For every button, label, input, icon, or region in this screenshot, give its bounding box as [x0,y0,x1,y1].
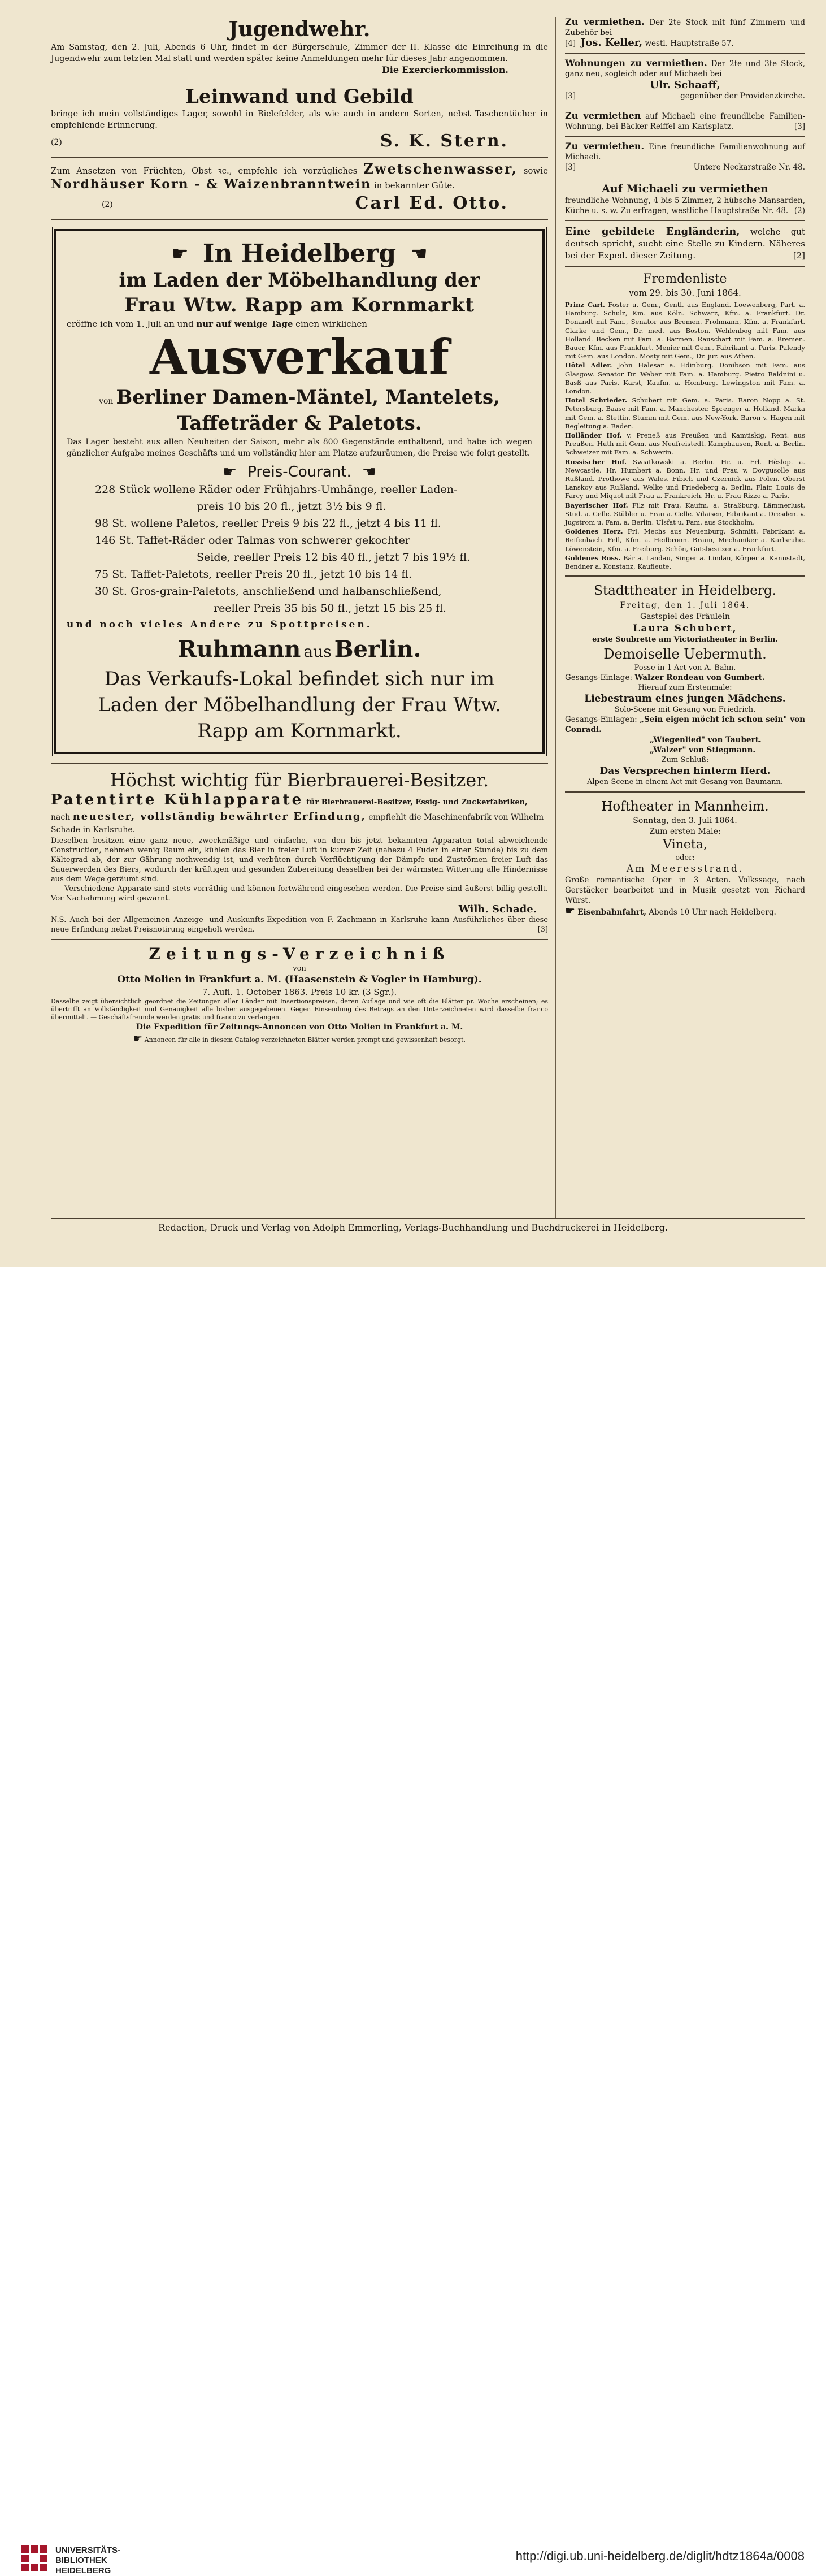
stadt-schluss: Zum Schluß: [661,756,709,765]
viewer-bar [0,1267,826,2575]
library-name-line: UNIVERSITÄTS- [55,2545,121,2555]
stadt-name: Laura Schubert, [633,623,737,635]
rental-3-text: auf Michaeli eine freundliche Familien-Wohnung, bei Bäcker Reiffel am Karlsplatz. [565,112,805,131]
divider [565,136,805,137]
rental-ad-4 [565,141,805,172]
lokal-line1: Das Verkaufs-Lokal befindet sich nur im [104,668,495,690]
jugendwehr-text: Am Samstag, den 2. Juli, Abends 6 Uhr, findet in der Bürgerschule, Zimmer der II. Klasse die Einreihung in die Jugendwehr zum letzten Mal statt und werden später keine Anmeldungen mehr für dieses Jahr angenommen. [51,43,548,63]
ausverkauf-head2: im Laden der Möbelhandlung der [119,269,480,292]
hotel-name: Hotel Schrieder. [565,396,627,405]
price-line: 75 St. Taffet-Paletots, reeller Preis 20 fl., jetzt 10 bis 14 fl. [95,568,412,581]
hof-bahn-a: Eisenbahnfahrt, [577,908,646,917]
hoftheater-ad [565,798,805,917]
stadt-title: Stadttheater in Heidelberg. [594,583,776,599]
bier-ns: N.S. Auch bei der Allgemeinen Anzeige- und Auskunfts-Expedition von F. Zachmann in Karlsruhe kann Ausführliches über diese neue Erfindung nebst Preisnotirung eingeholt werden. [51,916,548,934]
ruhmann-aus: aus [303,642,332,661]
rental-2-num: [3] [565,92,576,101]
stadt-song2: „Wiegenlied" von Taubert. [650,735,762,745]
fremden-entry [565,431,805,457]
hof-play: Vineta, [663,838,707,852]
rental-1-title: Zu vermiethen. [565,16,645,27]
stadt-gast: Gastspiel des Fräulein [640,612,731,622]
hof-desc: Große romantische Oper in 3 Acten. Volkssage, nach Gerstäcker bearbeitet und in Musik gesetzt von Richard Würst. [565,876,805,906]
bier-empf: empfiehlt die Maschinenfabrik von Wilhelm Schade in Karlsruhe. [51,813,544,834]
hotel-name: Goldenes Ross. [565,553,621,562]
stadt-solo: Solo-Scene mit Gesang von Friedrich. [614,705,756,715]
bier-sign: Wilh. Schade. [458,903,537,915]
price-list [67,481,532,617]
jugendwehr-title: Jugendwehr. [228,18,371,41]
hotel-guests: Bär a. Landau, Singer a. Lindau, Körper a. Kannstadt, Bendner a. Konstanz, Kaufleute. [565,553,805,571]
rental-2-name: Ulr. Schaaff, [650,79,720,91]
rental-2-text: Der 2te und 3te Stock, ganz neu, sogleich oder auf Michaeli bei [565,59,805,79]
library-name-line: HEIDELBERG [55,2566,111,2575]
divider [51,763,548,764]
ausverkauf-ad [54,229,545,754]
stadt-einl-b: Walzer Rondeau von Gumbert. [634,673,765,683]
fremden-entry [565,527,805,553]
otto-text-e: in bekannter Güte. [373,180,455,191]
otto-num: (2) [102,200,113,209]
stadt-alpen: Alpen-Scene in einem Act mit Gesang von Baumann. [587,778,783,787]
rental-ad-2 [565,58,805,101]
engl-ad [565,226,805,262]
lokal-line3: Rapp am Kornmarkt. [197,720,402,742]
library-name [55,2545,120,2576]
hof-date: Sonntag, den 3. Juli 1864. [633,816,737,826]
rental-4-text: Eine freundliche Familienwohnung auf Michaeli. [565,142,805,162]
zeitungs-von: von [293,964,306,973]
pointing-hand-right-icon: ☛ [223,462,237,481]
hotel-name: Russischer Hof. [565,457,627,466]
pointing-hand-right-icon: ☛ [565,904,575,918]
stadt-song3: „Walzer" von Stiegmann. [650,746,756,755]
hof-erst: Zum ersten Male: [649,827,721,837]
fremden-entry [565,458,805,501]
bier-text1: Dieselben besitzen eine ganz neue, zweckmäßige und einfache, von den bis jetzt bekannten Apparaten total abweichende Construction, nehmen wenig Raum ein, kühlen das Bier in freier Luft in kurzer Zeit (nahezu 4 Fuder in einer Stunde) bis zu dem Kältegrad ab, der zur Gährung nothwendig ist, und verbüten durch Verflüchtigung der Dämpfe und Zuströmen freier Luft das Sauerwerden des Biers, wodurch der kräftigen und gesunden Zubereitung desselben bei der wärmsten Witterung alle Hindernisse aus dem Wege geräumt sind. [51,837,548,884]
divider [565,220,805,221]
fremdenliste [565,271,805,571]
fremden-entry [565,301,805,361]
hotel-name: Bayerischer Hof. [565,501,628,509]
ausverkauf-items1: Berliner Damen-Mäntel, Mantelets, [116,386,500,409]
zeitungs-exp: Die Expedition für Zeitungs-Annoncen von Otto Molien in Frankfurt a. M. [136,1023,463,1032]
otto-product-2: Nordhäuser Korn - & Waizenbranntwein [51,177,372,192]
engl-num: [2] [793,250,805,261]
price-line: Seide, reeller Preis 12 bis 40 fl., jetzt 7 bis 19½ fl. [197,551,471,564]
leinwand-text: bringe ich mein vollständiges Lager, sowohl in Bielefelder, als wie auch in andern Sorten, nebst Taschentücher in empfehlende Erinnerung. [51,110,548,130]
pointing-hand-right-icon: ☛ [133,1033,143,1045]
rental-3-num: [3] [794,122,805,131]
otto-text-a: Zum Ansetzen von Früchten, Obst ꝛc., empfehle ich vorzügliches [51,166,358,176]
rental-4-addr: Untere Neckarstraße Nr. 48. [693,163,805,172]
divider [565,791,805,793]
pointing-hand-left-icon: ☚ [410,242,428,265]
hotel-guests: v. Preneß aus Preußen und Kamtiskig, Rent. aus Preußen. Huth mit Gem. aus Neufreistedt. Kamphausen, Rent. a. Berlin. Schweizer mit Fam. a. Schwerin. [565,431,805,457]
newspaper-page [0,0,826,1267]
ausverkauf-von: von [99,397,114,406]
stadt-song1: „Sein eigen möcht ich schon sein" von Conradi. [565,715,805,735]
zeitungs-annoncen: Annoncen für alle in diesem Catalog verzeichneten Blätter werden prompt und gewissenhaft besorgt. [144,1036,466,1044]
stadt-hierauf: Hierauf zum Erstenmale: [638,683,732,692]
ausverkauf-intro-a: eröffne ich vom 1. Juli an und [67,319,194,329]
stadt-date: Freitag, den 1. Juli 1864. [620,601,750,611]
otto-sign: Carl Ed. Otto. [355,193,508,213]
price-line: 228 Stück wollene Räder oder Frühjahrs-Umhänge, reeller Laden- [95,483,458,496]
hotel-guests: Schubert mit Gem. a. Paris. Baron Nopp a. St. Petersburg. Baase mit Fam. a. Manchester. Sprenger a. Holland. Marka mit Gem. a. Stettin. Stumm mit Gem. aus New-York. Baron v. Hagen mit Begleitung a. Baden. [565,396,805,430]
rental-1-text: Der 2te Stock mit fünf Zimmern und Zubehör bei [565,18,805,37]
price-line: reeller Preis 35 bis 50 fl., jetzt 15 bis 25 fl. [214,602,446,614]
divider [51,219,548,220]
engl-text: welche gut deutsch spricht, sucht eine Stelle zu Kindern. Näheres bei der Exped. dieser Zeitung. [565,227,805,261]
leinwand-sign: S. K. Stern. [380,131,508,151]
engl-title: Eine gebildete Engländerin, [565,226,740,237]
zeitungs-text: Dasselbe zeigt übersichtlich geordnet die Zeitungen aller Länder mit Insertionspreisen, deren Auflage und wie oft die Blätter pr. Woche erscheinen; es übertrifft an Vollständigkeit und Genauigkeit alle bisher ausgegebenen. Gegen Einsendung des Betrags an den Unterzeichneten wird dasselbe franco übermittelt. — Geschäftsfreunde werden gratis und franco zu verlangen. [51,998,548,1021]
hotel-guests: Foster u. Gem., Gentl. aus England. Loewenberg, Part. a. Hamburg. Schulz, Km. aus Köln. Schwarz, Kfm. a. Frankfurt. Dr. Donandt mit Fam., Senator aus Bremen. Frohmann, Kfm. a. Frankfurt. Clarke und Gem., Dr. med. aus Boston. Wehlenbog mit Fam. aus Holland. Becken mit Fam. a. Barmen. Rauschart mit Fam. a. Bremen. Bauer, Kfm. aus Frankfurt. Menier mit Gem., Fabrikant a. Paris. Palendy mit Gem. aus London. Mosty mit Gem., Dr. jur. aus Athen. [565,301,805,361]
pointing-hand-right-icon: ☛ [171,242,189,265]
hotel-name: Holländer Hof. [565,431,622,440]
leinwand-ad [51,85,548,153]
fremden-entry [565,501,805,527]
ausverkauf-lager: Das Lager besteht aus allen Neuheiten der Saison, mehr als 800 Gegenstände enthaltend, und habe ich wegen gänzlicher Aufgabe meines Geschäfts und um vollständig hier am Platze aufzuräumen, die Preise wie folgt gestellt. [67,438,532,458]
divider [565,266,805,267]
hotel-guests: Filz mit Frau, Kaufm. a. Straßburg. Lämmerlust, Stud. a. Celle. Stübler u. Frau a. Celle. Vilaisen, Fabrikant a. Dresden. v. Jugstrom u. Fam. a. Berlin. Ulsfat u. Fam. aus Stockholm. [565,501,806,527]
bier-text2: Verschiedene Apparate sind stets vorräthig und können fortwährend eingesehen werden. Die Preise sind äußerst billig gestellt. Vor Nachahmung wird gewarnt. [51,885,548,903]
footer-rule [51,1218,805,1219]
stadt-posse: Posse in 1 Act von A. Bahn. [634,664,736,673]
rental-1-name: Jos. Keller, [580,37,643,49]
rental-4-num: [3] [565,163,576,172]
fremden-date: vom 29. bis 30. Juni 1864. [629,288,741,298]
otto-product-1: Zwetschenwasser, [363,161,518,177]
rental-2-title: Wohnungen zu vermiethen. [565,58,707,68]
rental-ad-1 [565,17,805,49]
zeitungs-title: Zeitungs-Verzeichniß [149,945,450,963]
rental-4-title: Zu vermiethen. [565,141,645,151]
ausverkauf-head1: In Heidelberg [202,239,397,268]
hotel-name: Prinz Carl. [565,301,605,309]
preis-courant-title: Preis-Courant. [247,463,351,480]
leinwand-num: (2) [51,138,62,147]
hotel-name: Hôtel Adler. [565,361,612,370]
rental-ad-3 [565,111,805,132]
stadt-liebe: Liebestraum eines jungen Mädchens. [584,693,786,705]
fremden-title: Fremdenliste [643,272,727,286]
rental-1-num: [4] [565,39,576,48]
rental-2-addr: gegenüber der Providenzkirche. [680,92,805,101]
stadt-einl-a: Gesangs-Einlage: [565,673,632,683]
fremden-entry [565,554,805,571]
rental-3-title: Zu vermiethen [565,110,641,121]
ausverkauf-intro-c: einen wirklichen [295,319,367,329]
rental-5-title: Auf Michaeli zu vermiethen [602,183,768,195]
hof-sub: Am Meeresstrand. [626,863,744,875]
bier-neuester: neuester, vollständig bewährter Erfindung, [72,811,366,822]
stadt-play: Demoiselle Uebermuth. [603,646,767,663]
column-divider [555,17,556,1218]
stadttheater-ad [565,582,805,787]
hotel-name: Goldenes Herz. [565,527,623,536]
divider [565,575,805,577]
library-name-line: BIBLIOTHEK [55,2556,107,2565]
left-column [51,17,548,1045]
divider [51,157,548,158]
leinwand-title: Leinwand und Gebild [185,85,414,108]
hotel-guests: John Halesar a. Edinburg. Donibson mit Fam. aus Glasgow. Senator Dr. Weber mit Fam. a. Hamburg. Pietro Baldnini u. Basß aus Paris. Karst, Kaufm. a. Homburg. Lewingston mit Fam. a. London. [565,361,806,396]
bier-nach: nach [51,813,71,822]
zeitungs-line1: Otto Molien in Frankfurt a. M. (Haasenstein & Vogler in Hamburg). [117,974,482,985]
rental-5-text: freundliche Wohnung, 4 bis 5 Zimmer, 2 hübsche Mansarden, Küche u. s. w. Zu erfragen, westliche Hauptstraße Nr. 48. [565,196,805,215]
bier-title: Höchst wichtig für Bierbrauerei-Besitzer. [110,769,489,791]
ruhmann-name: Ruhmann [177,636,301,663]
bier-patent: Patentirte Kühlapparate [51,791,304,808]
lokal-line2: Laden der Möbelhandlung der Frau Wtw. [98,694,501,716]
bier-num: [3] [537,925,548,934]
price-line: 98 St. wollene Paletos, reeller Preis 9 bis 22 fl., jetzt 4 bis 11 fl. [95,517,441,530]
rental-1-addr: westl. Hauptstraße 57. [645,39,734,48]
hotel-guests: Swiatkowski a. Berlin. Hr. u. Frl. Hèslop. a. Newcastle. Hr. Humbert a. Bonn. Hr. und Frau v. Dovgusolle aus Rußland. Prothowe aus Wales. Fibich und Czernick aus Polen. Oberst Lanskoy aus Rußland. Welke und Friedeberg a. Berlin. Flair, Louis de Farcy und Miquot mit Frau a. Frankreich. Hr. u. Frau Rizzo a. Paris. [565,457,806,500]
otto-text-c: sowie [523,166,548,176]
ausverkauf-items2: Taffeträder & Paletots. [177,412,422,435]
ausverkauf-intro-b: nur auf wenige Tage [196,319,293,329]
ausverkauf-big: Ausverkauf [150,329,449,385]
rental-5-num: (2) [794,206,805,215]
price-line: 30 St. Gros-grain-Paletots, anschließend und halbanschließend, [95,585,442,598]
bier-fuer: für Bierbrauerei-Besitzer, Essig- und Zuckerfabriken, [306,798,528,807]
price-line: 146 St. Taffet-Räder oder Talmas von schwerer gekochter [95,534,410,547]
ausverkauf-noch: und noch vieles Andere zu Spottpreisen. [67,619,372,630]
zeitungs-line2: 7. Aufl. 1. October 1863. Preis 10 kr. (3 Sgr.). [202,987,397,997]
pointing-hand-left-icon: ☚ [362,462,376,481]
ruhmann-city: Berlin. [334,636,421,663]
otto-ad [51,162,548,215]
jugendwehr-sign: Die Exercierkommission. [381,64,508,75]
permalink[interactable]: http://digi.ub.uni-heidelberg.de/diglit/hdtz1864a/0008 [515,2549,805,2563]
right-column [565,17,805,917]
fremden-entry [565,361,805,396]
jugendwehr-notice [51,17,548,75]
stadt-verspr: Das Versprechen hinterm Herd. [599,765,771,777]
hof-bahn-b: Abends 10 Uhr nach Heidelberg. [649,908,776,917]
stadt-role: erste Soubrette am Victoriatheater in Berlin. [592,635,778,644]
hof-title: Hoftheater in Mannheim. [601,799,769,815]
zeitungs-verzeichnis-ad [51,944,548,1045]
hotel-guests: Frl. Mechs aus Neuenburg. Schmitt, Fabrikant a. Reifenbach. Fell, Kfm. a. Heilbronn. Braun, Mechaniker a. Karlsruhe. Löwenstein, Kfm. a. Freiburg. Schön, Gutsbesitzer a. Frankfurt. [565,527,806,553]
stadt-einl2: Gesangs-Einlagen: [565,715,637,725]
fremden-entry [565,396,805,431]
bierbrauerei-ad [51,768,548,934]
hof-oder: oder: [675,854,695,863]
imprint-footer: Redaction, Druck und Verlag von Adolph Emmerling, Verlags-Buchhandlung und Buchdruckerei in Heidelberg. [158,1222,668,1233]
divider [51,939,548,940]
divider [565,53,805,54]
ausverkauf-head3: Frau Wtw. Rapp am Kornmarkt [124,294,475,317]
price-line: preis 10 bis 20 fl., jetzt 3½ bis 9 fl. [197,500,386,513]
library-logo-icon [21,2545,47,2571]
rental-ad-5 [565,182,805,216]
